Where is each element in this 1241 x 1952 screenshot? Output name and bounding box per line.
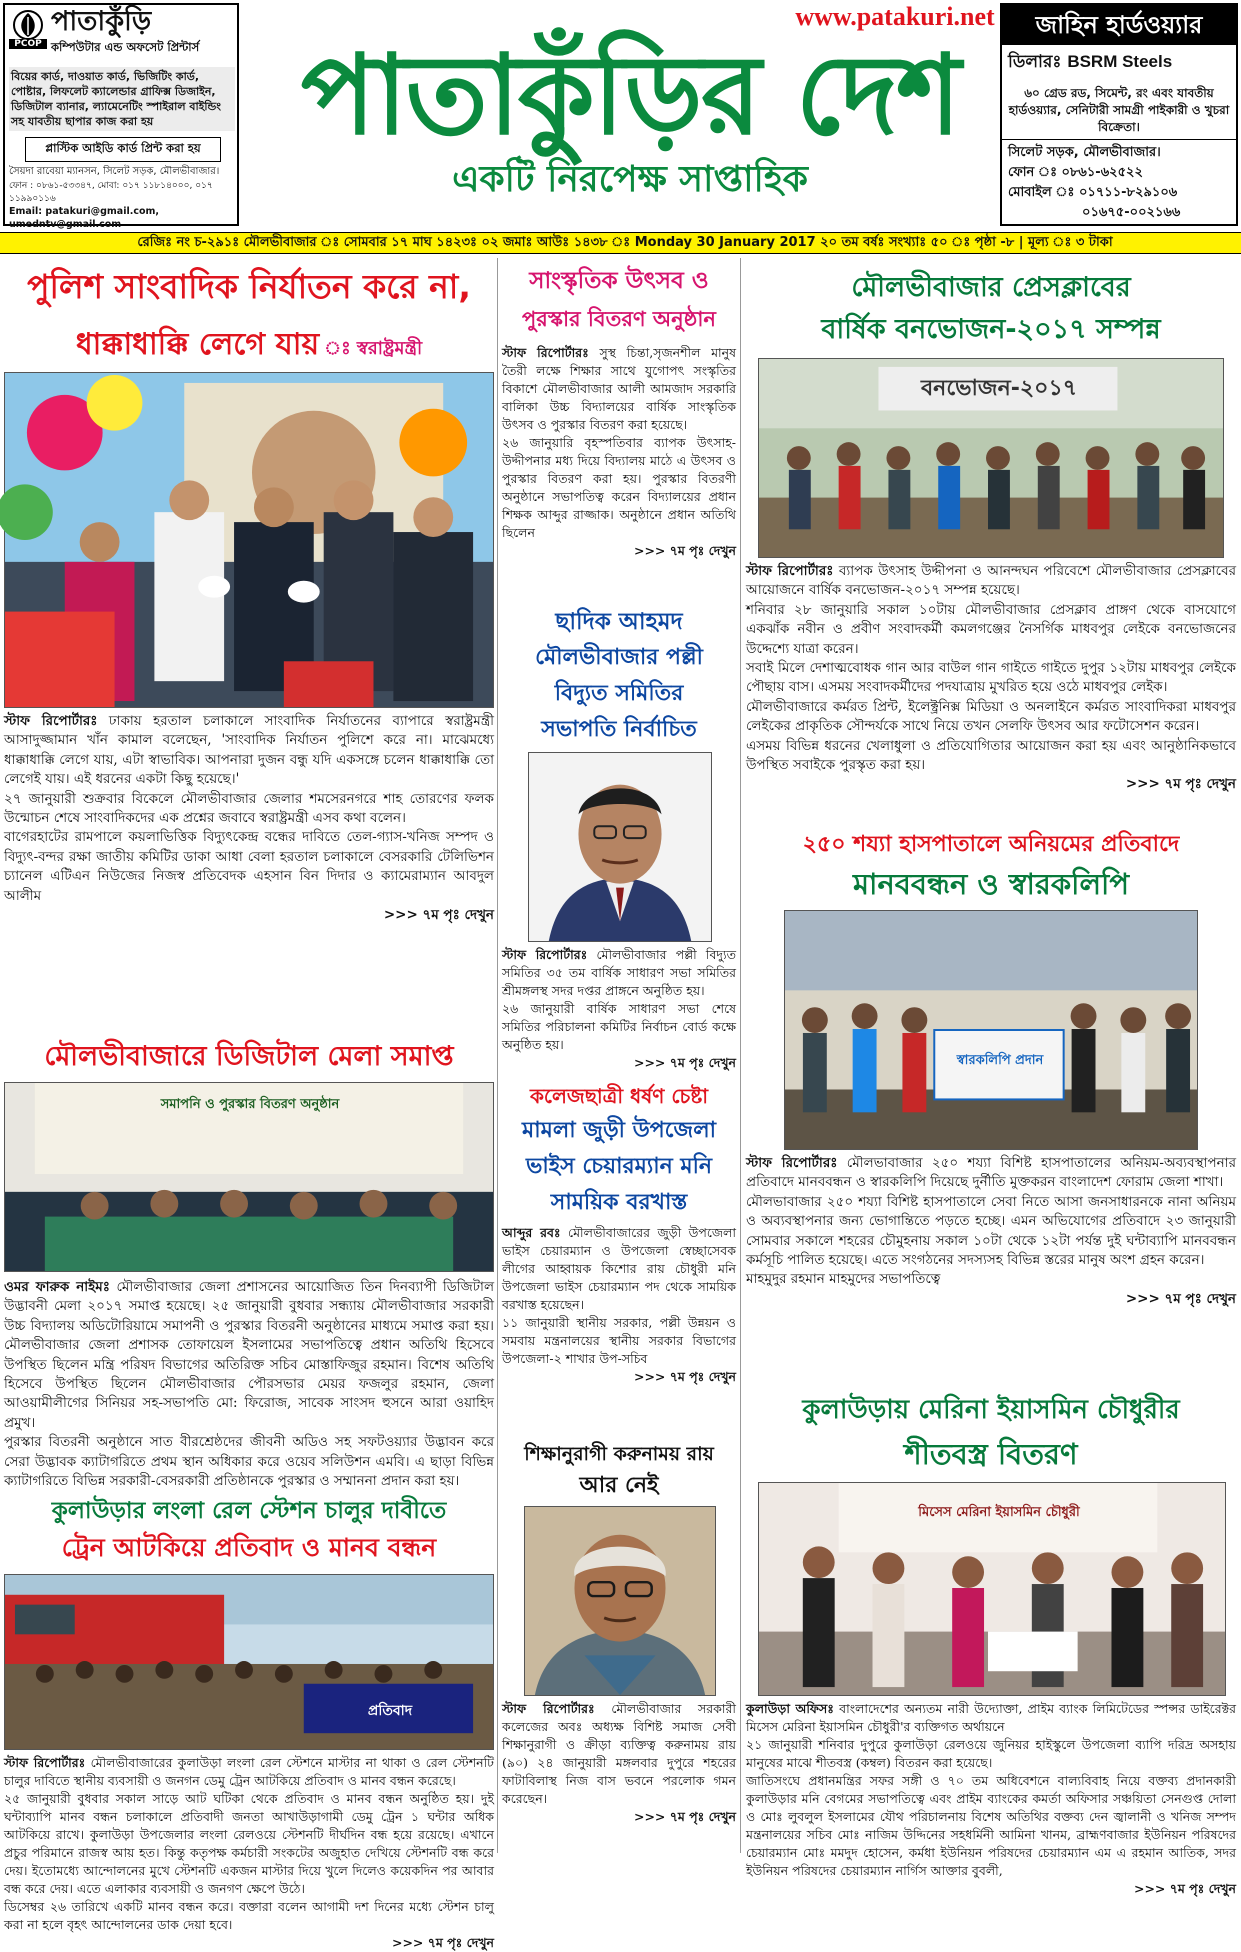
press-club-p3: সবাই মিলে দেশাত্মবোধক গান আর বাউল গান গাইতে গাইতে দুপুর ১২টায় মাধবপুর লেইকে পৌছায় বাস। এসময় সংবাদকর্মীদের পদযাত্রায় মুখরিত হয়ে ওঠে মাধবপুর লেইক।	[746, 660, 1236, 696]
digital-fair-byline: ওমর ফারুক নাইমঃ	[4, 1279, 110, 1295]
train-photo	[4, 1574, 494, 1750]
hospital-body	[746, 1154, 1236, 1384]
left-ad-services: বিয়ের কার্ড, দাওয়াত কার্ড, ভিজিটিং কার্ড, পোষ্টার, লিফলেট ক্যালেন্ডার গ্রাফিক্স ডিজাইন, ডিজিটাল ব্যানার, ল্যামেনেটিং স্পাইরাল বাইন্ডিং সহ যাবতীয় ছাপার কাজ করা হয়	[9, 67, 235, 131]
date-bar-text: রেজিঃ নং চ-২৯১ঃ মৌলভীবাজার ঃ সোমবার ১৭ মাঘ ১৪২৩ঃ ০২ জমাঃ আউঃ ১৪৩৮ ঃ Monday 30 January 2017 ২০ তম বর্ষঃ সংখ্যাঃ ৫০ ঃ পৃষ্ঠা -৮ | মূল্য ঃ ৩ টাকা	[137, 235, 1113, 250]
police-headline-line2	[4, 320, 494, 371]
marina-more-link[interactable]: >>> ৭ম পৃঃ দেখুন	[1133, 1881, 1236, 1896]
police-more-link[interactable]: >>> ৭ম পৃঃ দেখুন	[383, 907, 494, 924]
press-club-headline-1: মৌলভীবাজার প্রেসক্লাবের	[851, 272, 1131, 303]
newspaper-subtitle: একটি নিরপেক্ষ সাপ্তাহিক	[452, 159, 808, 200]
karunamoy-p1: মৌলভীবাজার সরকারী কলেজের অবঃ অধ্যক্ষ বিশিষ্ট সমাজ সেবী শিক্ষানুরাগী ও ক্রীড়া ব্যক্তিত্ব করুনাময় রায় (৯০) ২৪ জানুয়ারী মঙ্গলবার দুপুরে শহরের ফাটাবিলাস্থ নিজ বাস ভবনে পরলোক গমন করেছেন।	[502, 1701, 736, 1806]
digital-fair-p2: পুরস্কার বিতরনী অনুষ্ঠানে সাত বীরশ্রেষ্ঠদের জীবনী অডিও সহ সফটওয়্যার উদ্ভাবন করে সেরা উদ্ভাবক ক্যাটাগরিতে প্রথম স্থান অধিকার করে ওয়েব সলিউশন এমবি। এ ছাড়া বিভিন্ন ক্যাটাগরিতে বিভিন্ন সরকারী-বেসরকারী প্রতিষ্ঠানকে পুরস্কার ও সম্মাননা প্রদান করা হয়।	[4, 1434, 494, 1490]
train-p2: ২৫ জানুয়ারী বুধবার সকাল সাড়ে আট ঘটিকা থেকে প্রতিবাদ ও মানব বন্ধন অনুষ্ঠিত হয়। দুই ঘন্টাব্যাপি মানব বন্ধন চলাকালে প্রতিবাদী জনতা আখাউড়াগামী ডেমু ট্রেন ১ ঘন্টার অধিক আটকিয়ে রাখে। কুলাউড়া উপজেলার লংলা রেলওয়ে স্টেশনটি দীর্ঘদিন বন্ধ হয়ে রয়েছে। এখানে প্রচুর পরিমানে রাজস্ব আয় হত। কিন্তু কতৃপক্ষ কর্মচারী সংকটের অজুহাত দেখিয়ে স্টেশনটি বন্ধ করে দেয়। ইতোমধ্যে আন্দোলনের মুখে স্টেশনটি একজন মাস্টার দিয়ে খুলে দিলেও কয়েকদিন পর আবার বন্ধ করে দেয়। এতে এলাকার ব্যবসায়ী ও জনগণ ক্ষেপে উঠে।	[4, 1791, 494, 1896]
train-p1: মৌলভীবাজারের কুলাউড়া লংলা রেল স্টেশনে মাস্টার না থাকা ও রেল স্টেশনটি চালুর দাবিতে স্থানীয় ব্যবসায়ী ও জনগন ডেমু ট্রেন আটকিয়ে প্রতিবাদ ও মানব বন্ধন করেছে।	[4, 1755, 494, 1788]
right-ad-description: ৬০ গ্রেড রড, সিমেন্ট, রং এবং যাবতীয় হার্ডওয়্যার, সেনিটারী সামগ্রী পাইকারী ও খুচরা বিক্রেতা।	[1008, 86, 1230, 134]
juri-headline-1: কলেজছাত্রী ধর্ষণ চেষ্টা	[529, 1084, 709, 1108]
hospital-banner-text: স্বারকলিপি প্রদান	[956, 1053, 1044, 1068]
marina-p3: জাতিসংঘে প্রধানমন্ত্রির সফর সঙ্গী ও ৭০ তম অধিবেশনে বাল্যবিবাহ নিয়ে বক্তব্য প্রদানকারী কুলাউড়ার মনি বেগমের সভাপতিত্বে এবং প্রাইম ব্যাংকের কমর্তা অফিসার সঞ্চয়িতা সেনগুপ্ত দোলা ও মোঃ লুবলুল ইসলামের যৌথ পরিচালনায় বিশেষ অতিথির বক্তব্য দেন জ্বালানী ও খনিজ সম্পদ মন্ত্রনালয়ের সচিব মোঃ নাজিম উদ্দিনের সহধর্মিনী আমিনা খানম, ব্রাহ্মণবাজার ইউনিয়ন পরিষদের চেয়ারম্যান মোঃ মমদুদ হোসেন, কর্মধা ইউনিয়ন পরিষদের চেয়ারম্যান এম এ রহমান আতিক, সদর ইউনিয়ন পরিষদের চেয়ারম্যান নার্গিস আক্তার বুবলী,	[746, 1773, 1236, 1878]
karunamoy-more-link[interactable]: >>> ৭ম পৃঃ দেখুন	[633, 1809, 736, 1824]
karunamoy-body	[502, 1700, 736, 1853]
left-ad-highlight: প্লাস্টিক আইডি কার্ড প্রিন্ট করা হয়	[25, 137, 221, 162]
police-p3: বাগেরহাটের রামপালে কয়লাভিত্তিক বিদ্যুৎকেন্দ্র বন্ধের দাবিতে তেল-গ্যাস-খনিজ সম্পদ ও বিদ্যুৎ-বন্দর রক্ষা জাতীয় কমিটির ডাকা আধা বেলা হরতাল চলাকালে বেসরকারি টেলিভিশন চ্যানেল এটিএন নিউজের নিজস্ব প্রতিবেদক এহসান বিন দিদার ও ক্যামেরাম্যান আবদুল আলীম	[4, 829, 494, 904]
press-club-more-link[interactable]: >>> ৭ম পৃঃ দেখুন	[1125, 776, 1236, 793]
train-byline: স্টাফ রিপোর্টারঃ	[4, 1755, 86, 1770]
right-ad-address: সিলেট সড়ক, মৌলভীবাজার।	[1008, 145, 1161, 160]
karunamoy-photo	[524, 1506, 716, 1696]
hospital-headline-2: মানববন্ধন ও স্বারকলিপি	[852, 867, 1130, 901]
newspaper-title: পাতাকুঁড়ির দেশ	[300, 31, 960, 159]
digital-fair-body	[4, 1278, 494, 1488]
train-p3: ডিসেম্বর ২৬ তারিখে একটি মানব বন্ধন করে। বক্তারা বলেন আগামী দশ দিনের মধ্যে স্টেশন চালু করা না হলে বৃহৎ আন্দোলনের ডাক দেয়া হবে।	[4, 1899, 494, 1932]
left-ad-tagline: কম্পিউটার এন্ড অফসেট প্রিন্টার্স	[51, 40, 200, 54]
cultural-p1: সুস্থ চিন্তা,সৃজনশীল মানুষ তৈরী লক্ষে শিক্ষার সাথে যুগোপৎ সংস্কৃতির বিকাশে মৌলভীবাজার আলী আমজাদ সরকারি বালিকা উচ্চ বিদ্যালয়ের বার্ষিক সাংস্কৃতিক উৎসব ও পুরস্কার বিতরণ করা হয়েছে।	[502, 345, 736, 432]
press-club-photo-banner: বনভোজন-২০১৭	[920, 376, 1078, 401]
palli-headline-4: সভাপতি নির্বাচিত	[541, 717, 697, 742]
juri-more-link[interactable]: >>> ৭ম পৃঃ দেখুন	[633, 1369, 736, 1384]
palli-photo	[528, 752, 712, 942]
right-ad-dealer-label: ডিলারঃ	[1008, 52, 1062, 72]
press-club-byline: স্টাফ রিপোর্টারঃ	[746, 563, 834, 579]
palli-headline-3: বিদ্যুত সমিতির	[554, 681, 684, 706]
hospital-byline: স্টাফ রিপোর্টারঃ	[746, 1155, 838, 1171]
marina-byline: কুলাউড়া অফিসঃ	[746, 1701, 834, 1716]
marina-photo-banner: মিসেস মেরিনা ইয়াসমিন চৌধুরী	[918, 1505, 1080, 1520]
marina-p1: বাংলাদেশের অন্যতম নারী উদ্যোক্তা, প্রাইম ব্যাংক লিমিটেডের স্পন্সর ডাইরেক্টর মিসেস মেরিনা ইয়াসমিন চৌধুরী'র ব্যক্তিগত অর্থায়নে	[746, 1701, 1236, 1734]
police-body	[4, 712, 494, 1032]
press-club-photo	[758, 358, 1224, 558]
palli-p1: মৌলভীবাজার পল্লী বিদ্যুত সমিতির ৩৫ তম বার্ষিক সাধারণ সভা সমিতির শ্রীমঙ্গলস্থ সদর দপ্তর প্রাঙ্গনে অনুষ্ঠিত হয়।	[502, 947, 736, 998]
left-ad-address: সৈয়দা রাবেয়া ম্যানসন, সিলেট সড়ক, মৌলভীবাজার।	[9, 166, 220, 177]
left-ad	[3, 3, 239, 230]
cultural-body	[502, 344, 736, 594]
pcop-logo-text: PCOP	[9, 39, 47, 49]
pcop-logo	[9, 9, 47, 49]
right-ad-name: জাহিন হার্ডওয়্যার	[1002, 5, 1236, 45]
train-body	[4, 1754, 494, 1950]
palli-more-link[interactable]: >>> ৭ম পৃঃ দেখুন	[633, 1055, 736, 1070]
hospital-more-link[interactable]: >>> ৭ম পৃঃ দেখুন	[1125, 1290, 1236, 1307]
marina-photo	[758, 1482, 1226, 1696]
marina-p2: ২১ জানুয়ারী শনিবার দুপুরে কুলাউড়া রেলওয়ে জুনিয়র হাইস্কুলে উপজেলা ব্যাপি দরিদ্র অসহায় মানুষের মাঝে শীতবস্ত্র (কম্বল) বিতরন করা হয়েছে।	[746, 1737, 1236, 1770]
marina-headline-1: কুলাউড়ায় মেরিনা ইয়াসমিন চৌধুরীর	[802, 1395, 1180, 1425]
police-headline-2: ধাক্কাধাক্কি লেগে যায়	[75, 327, 320, 362]
press-club-p2: শনিবার ২৮ জানুয়ারি সকাল ১০টায় মৌলভীবাজার প্রেসক্লাব প্রাঙ্গণ থেকে বাসযোগে একঝাঁক নবীন ও প্রবীণ সংবাদকর্মী কমলগঞ্জের নৈসর্গিক মাধবপুর লেইকে বনভোজনের উদ্দেশ্যে যাত্রা করেন।	[746, 601, 1236, 657]
juri-byline: আব্দুর রবঃ	[502, 1225, 561, 1240]
left-ad-phones: ফোন : ০৮৬১-৫৩৩৪৭, মোবা: ০১৭ ১১৮১৪০০০, ০১৭ ১১৯৯০১১৬	[9, 181, 213, 204]
police-p2: ২৭ জানুয়ারী শুক্রবার বিকেলে মৌলভীবাজার জেলার শমসেরনগরে শাহ তোরণের ফলক উন্মোচন শেষে সাংবাদিকদের এক প্রশ্নের জবাবে স্বরাষ্ট্রমন্ত্রী এসব কথা বলেন।	[4, 790, 494, 827]
right-ad-mobile1: মোবাইল ঃ ০১৭১১-৮২৯১০৬	[1008, 185, 1178, 200]
hospital-p2: মৌলভাবাজার ২৫০ শয্যা বিশিষ্ট হাসপাতালে সেবা নিতে আসা জনসাধারনকে নানা অনিয়ম ও অব্যবস্থাপনার জন্য ভোগান্তিতে পড়তে হচ্ছে। এমন অভিযোগের প্রতিবাদে ২৩ জানুয়ারী সোমবার সকালে শহরের চৌমুহনায় সকাল ১০টা থেকে ১২টা পর্যন্ত দুই ঘন্টাব্যাপি মানববন্ধন কর্মসূচি পালিত হয়েছে। এতে সংগঠনের সদস্যসহ বিভিন্ন স্তরের মানুষ অংশ গ্রহন করেন।	[746, 1193, 1236, 1269]
right-ad-dealer-brand: BSRM Steels	[1067, 52, 1173, 71]
juri-body	[502, 1224, 736, 1434]
palli-headline-2: মৌলভীবাজার পল্লী	[535, 645, 703, 670]
police-headline-1: পুলিশ সাংবাদিক নির্যাতন করে না,	[27, 267, 471, 306]
train-banner-text: প্রতিবাদ	[367, 1703, 413, 1719]
right-ad-mobile2: ০১৬৭৫-০০২১৬৬	[1082, 205, 1181, 220]
right-ad	[1000, 3, 1238, 226]
police-headline-source: ঃ স্বরাষ্ট্রমন্ত্রী	[324, 338, 423, 359]
date-bar	[0, 232, 1241, 254]
press-club-body	[746, 562, 1236, 820]
police-p1: ঢাকায় হরতাল চলাকালে সাংবাদিক নির্যাতনের ব্যাপারে স্বরাষ্ট্রমন্ত্রী আসাদুজ্জামান খাঁন কামাল বলেছেন, 'সাংবাদিক নির্যাতন পুলিশে করে না। মাঝেমধ্যে ধাক্কাধাক্কি লেগে যায়, এটা স্বাভাবিক। আপনারা দুজন বন্ধু যদি একসঙ্গে চলেন ধাক্কাধাক্কি তো লেগেই যায়। এই ধরনের একটা কিছু হয়েছে।'	[4, 713, 495, 788]
cultural-more-link[interactable]: >>> ৭ম পৃঃ দেখুন	[633, 543, 736, 558]
website-url[interactable]: www.patakuri.net	[795, 2, 995, 31]
right-ad-dealer	[1008, 49, 1172, 77]
train-headline-2: ট্রেন আটকিয়ে প্রতিবাদ ও মানব বন্ধন	[61, 1533, 437, 1562]
police-byline: স্টাফ রিপোর্টারঃ	[4, 713, 98, 729]
karunamoy-headline-1: শিক্ষানুরাগী করুনাময় রায়	[524, 1443, 714, 1465]
juri-headline-3: ভাইস চেয়ারম্যান মনি	[525, 1154, 713, 1179]
press-club-headline-2: বার্ষিক বনভোজন-২০১৭ সম্পন্ন	[821, 314, 1161, 345]
cultural-p2: ২৬ জানুয়ারি বৃহস্পতিবার ব্যাপক উৎসাহ-উদ্দীপনার মধ্য দিয়ে বিদ্যালয় মাঠে এ উৎসব ও পুরস্কার বিতরণ করা হয়। পুরস্কার বিতরণী অনুষ্ঠানে সভাপতিত্ব করেন বিদ্যালয়ের প্রধান শিক্ষক আব্দুর রাজ্জাক। অনুষ্ঠানে প্রধান অতিথি ছিলেন	[502, 435, 736, 540]
left-ad-brand: পাতাকুঁড়ি	[51, 6, 152, 37]
juri-headline-2: মামলা জুড়ী উপজেলা	[522, 1118, 716, 1143]
digital-fair-photo	[4, 1082, 494, 1272]
press-club-p4: মৌলভীবাজারে কর্মরত প্রিন্ট, ইলেক্ট্রনিক্স মিডিয়া ও অনলাইনে কর্মরত সাংবাদিকরা মাধবপুর লেইকের প্রাকৃতিক সৌন্দর্যকে সাথে নিয়ে তখন সেলফি উৎসব আর ফটোসেশন করেন।	[746, 698, 1236, 735]
palli-byline: স্টাফ রিপোর্টারঃ	[502, 947, 588, 962]
palli-p2: ২৬ জানুয়ারী বার্ষিক সাধারণ সভা শেষে সমিতির পরিচালনা কমিটির নির্বাচন বোর্ড কক্ষে অনুষ্ঠিত হয়।	[502, 1001, 736, 1052]
train-more-link[interactable]: >>> ৭ম পৃঃ দেখুন	[391, 1935, 494, 1950]
train-headline-1: কুলাউড়ার লংলা রেল স্টেশন চালুর দাবীতে	[51, 1498, 447, 1524]
digital-fair-photo-banner: সমাপনি ও পুরস্কার বিতরণ অনুষ্ঠান	[160, 1097, 340, 1112]
cultural-byline: স্টাফ রিপোর্টারঃ	[502, 345, 589, 360]
palli-body	[502, 946, 736, 1076]
right-ad-phone: ফোন ঃ ০৮৬১-৬২৫২২	[1008, 165, 1143, 180]
press-club-p5: এসময় বিভিন্ন ধরনের খেলাধুলা ও প্রতিযোগিতার আয়োজন করা হয় এবং আনুষ্ঠানিকভাবে উপস্থিত সবাইকে পুরস্কৃত করা হয়।	[746, 737, 1236, 774]
palli-headline-1: ছাদিক আহমদ	[555, 609, 683, 635]
marina-body	[746, 1700, 1236, 1896]
juri-p1: মৌলভীবাজারের জুড়ী উপজেলা ভাইস চেয়ারম্যান ও উপজেলা স্বেচ্ছাসেবক লীগের আহ্বায়ক কিশোর রায় চৌধুরী মনি উপজেলা ভাইস চেয়ারম্যান পদ থেকে সাময়িক বরখাস্ত হয়েছেন।	[502, 1225, 736, 1312]
hospital-p1: মৌলভাবাজার ২৫০ শয্যা বিশিষ্ট হাসপাতালের অনিয়ম-অব্যবস্থাপনার প্রতিবাদে মানববন্ধন ও স্বারকলিপি দিয়েছে দুর্নীতি মুক্তকরন বাংলাদেশ ফোরাম জেলা শাখা।	[746, 1155, 1237, 1191]
karunamoy-headline-2: আর নেই	[579, 1473, 659, 1498]
digital-fair-p1: মৌলভীবাজার জেলা প্রশাসনের আয়োজিত তিন দিনব্যাপী ডিজিটাল উদ্ভাবনী মেলা ২০১৭ সমাপ্ত হয়েছে। ২৫ জানুয়ারী বুধবার সন্ধ্যায় মৌলভীবাজার সরকারী উচ্চ বিদ্যালয় অডিটোরিয়ামে সমাপনী ও পুরস্কার বিতরনী অনুষ্ঠানের মাধ্যমে সমাপ্ত করা হয়। মৌলভীবাজার জেলা প্রশাসক তোফায়েল ইসলামের সভাপতিত্বে প্রধান অতিথি হিসেবে উপস্থিত ছিলেন মন্ত্রি পরিষদ বিভাগের অতিরিক্ত সচিব মোস্তাফিজুর রহমান। বিশেষ অতিথি হিসেবে উপস্থিত ছিলেন মৌলভীবাজার পৌরসভার মেয়র ফজলুর রহমান, জেলা আওয়ামীলীগের সিনিয়র সহ-সভাপতি মো: ফিরোজ, সাবেক সাংসদ হুসনে আরা ওয়াহিদ প্রমুখ।	[4, 1279, 494, 1431]
juri-headline-4: সাময়িক বরখাস্ত	[550, 1190, 688, 1215]
marina-headline-2: শীতবস্ত্র বিতরণ	[904, 1437, 1078, 1471]
cultural-headline-1: সাংস্কৃতিক উৎসব ও	[529, 268, 709, 294]
press-club-p1: ব্যাপক উৎসাহ উদ্দীপনা ও আনন্দঘন পরিবেশে মৌলভীবাজার প্রেসক্লাবের আয়োজনে বার্ষিক বনভোজন-২০১৭ সম্পন্ন হয়েছে।	[746, 563, 1237, 599]
juri-p2: ১১ জানুয়ারী স্থানীয় সরকার, পল্লী উন্নয়ন ও সমবায় মন্ত্রনালয়ের স্থানীয় সরকার বিভাগের উপজেলা-২ শাখার উপ-সচিব	[502, 1315, 736, 1366]
karunamoy-byline: স্টাফ রিপোর্টারঃ	[502, 1701, 595, 1716]
hospital-photo	[784, 910, 1198, 1150]
hospital-p3: মাহমুদুর রহমান মাহমুদের সভাপতিত্বে	[746, 1271, 941, 1288]
police-photo	[4, 372, 494, 708]
cultural-headline-2: পুরস্কার বিতরণ অনুষ্ঠান	[522, 307, 716, 331]
hospital-headline-1: ২৫০ শয্যা হাসপাতালে অনিয়মের প্রতিবাদে	[802, 832, 1180, 857]
left-ad-email: Email: patakuri@gmail.com, umedntv@gmail.com	[9, 206, 160, 230]
digital-fair-headline: মৌলভীবাজারে ডিজিটাল মেলা সমাপ্ত	[44, 1041, 454, 1072]
